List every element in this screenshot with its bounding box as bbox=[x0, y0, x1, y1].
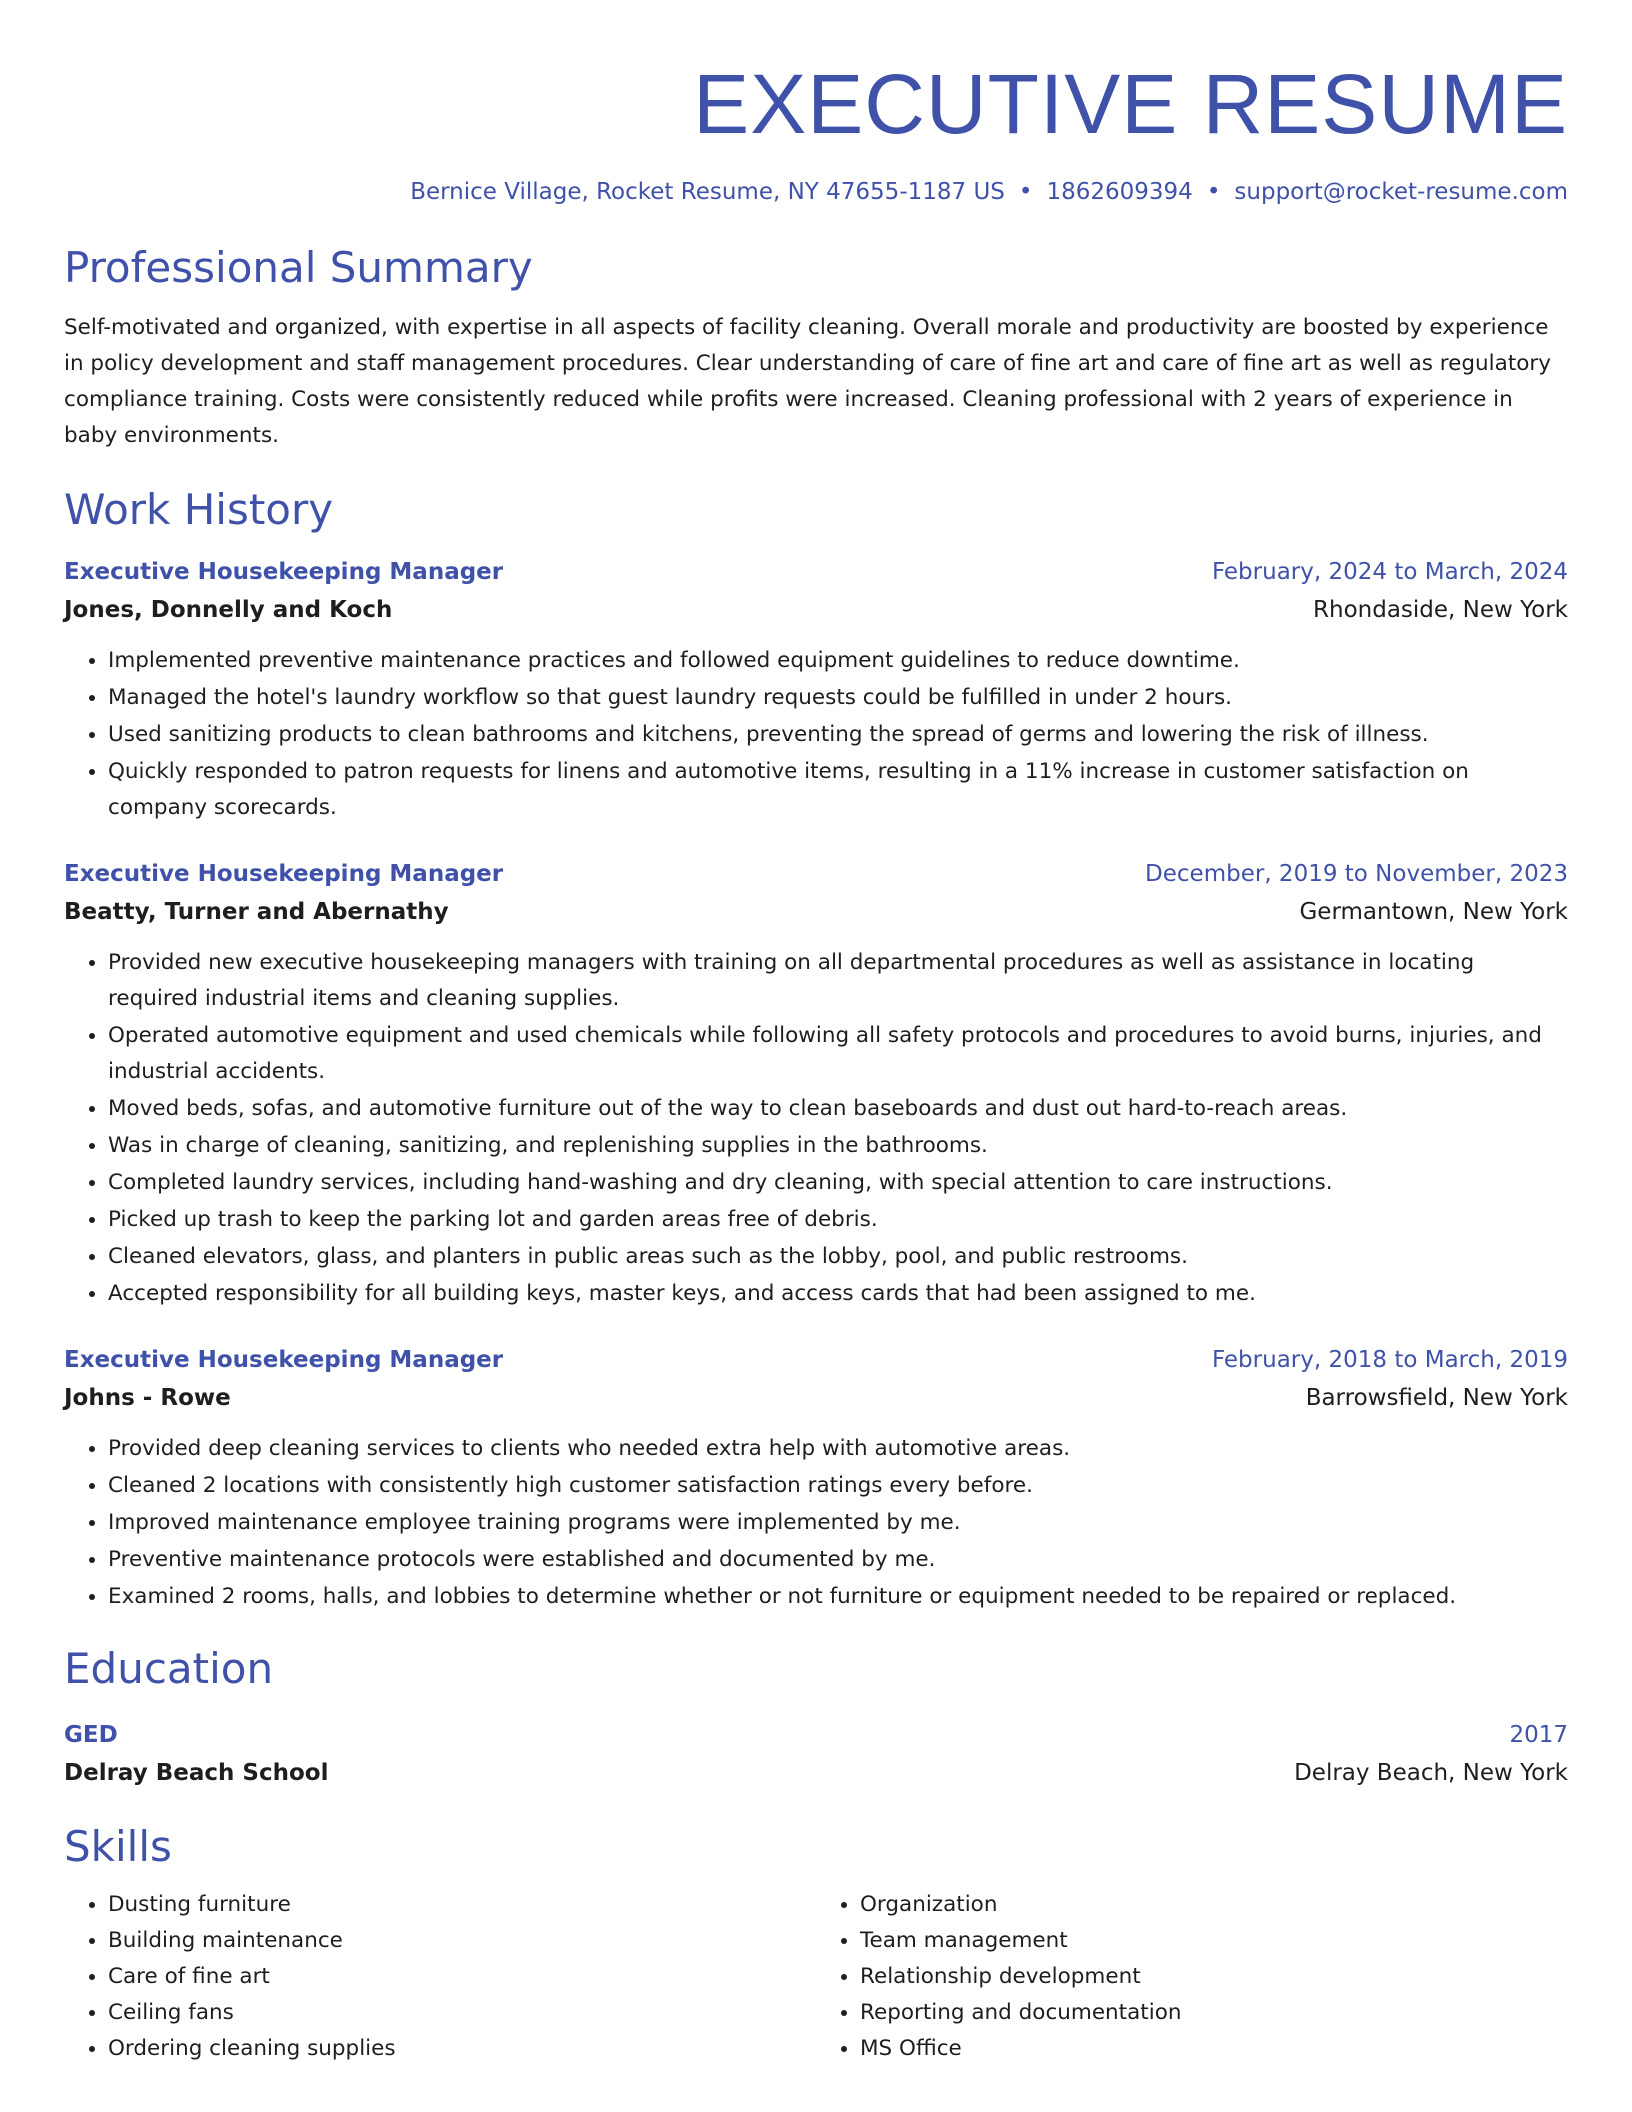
education-location: Delray Beach, New York bbox=[1294, 1760, 1568, 1786]
job-title: Executive Housekeeping Manager bbox=[64, 861, 504, 887]
job-dates: December, 2019 to November, 2023 bbox=[1145, 861, 1568, 887]
job-entry bbox=[64, 1342, 1568, 1615]
education-school-row bbox=[64, 1753, 1568, 1793]
skill-item: • Dusting furniture bbox=[108, 1887, 816, 1923]
work-history-section bbox=[64, 482, 1568, 1615]
job-company-row bbox=[64, 1378, 1568, 1418]
job-title: Executive Housekeeping Manager bbox=[64, 559, 504, 585]
skills-list-right bbox=[816, 1887, 1568, 2067]
list-item: • Completed laundry services, including hand-washing and dry cleaning, with special attention to care instructions. bbox=[108, 1164, 1568, 1201]
section-heading: Work History bbox=[64, 485, 334, 534]
job-header-row bbox=[64, 856, 1568, 892]
job-bullets bbox=[64, 642, 1568, 826]
list-item: • Operated automotive equipment and used chemicals while following all safety protocols and procedures to avoid burns, injuries, and industrial accidents. bbox=[108, 1017, 1568, 1090]
list-item: • Was in charge of cleaning, sanitizing, and replenishing supplies in the bathrooms. bbox=[108, 1127, 1568, 1164]
job-header-row bbox=[64, 554, 1568, 590]
job-company: Beatty, Turner and Abernathy bbox=[64, 899, 449, 925]
job-entry bbox=[64, 856, 1568, 1312]
skill-item: • Relationship development bbox=[860, 1959, 1568, 1995]
contact-separator: • bbox=[1018, 179, 1033, 205]
skill-item: • Care of fine art bbox=[108, 1959, 816, 1995]
job-company: Johns - Rowe bbox=[64, 1385, 231, 1411]
education-header-row bbox=[64, 1717, 1568, 1753]
list-item: • Provided new executive housekeeping managers with training on all departmental procedures as well as assistance in locating required industrial items and cleaning supplies. bbox=[108, 944, 1568, 1017]
skills-section bbox=[64, 1819, 1568, 2067]
list-item: • Used sanitizing products to clean bathrooms and kitchens, preventing the spread of germs and lowering the risk of illness. bbox=[108, 716, 1568, 753]
section-heading: Skills bbox=[64, 1822, 172, 1871]
list-item: • Quickly responded to patron requests for linens and automotive items, resulting in a 11% increase in customer satisfaction on company scorecards. bbox=[108, 753, 1568, 826]
list-item: • Picked up trash to keep the parking lot and garden areas free of debris. bbox=[108, 1201, 1568, 1238]
contact-email[interactable]: support@rocket-resume.com bbox=[1234, 179, 1568, 205]
skills-columns bbox=[64, 1887, 1568, 2067]
skill-item: • Organization bbox=[860, 1887, 1568, 1923]
list-item: • Cleaned elevators, glass, and planters in public areas such as the lobby, pool, and public restrooms. bbox=[108, 1238, 1568, 1275]
job-location: Rhondaside, New York bbox=[1313, 597, 1568, 623]
job-bullets bbox=[64, 1430, 1568, 1615]
job-dates: February, 2024 to March, 2024 bbox=[1211, 559, 1568, 585]
education-degree: GED bbox=[64, 1722, 118, 1748]
list-item: • Managed the hotel's laundry workflow so that guest laundry requests could be fulfilled in under 2 hours. bbox=[108, 679, 1568, 716]
education-school: Delray Beach School bbox=[64, 1760, 329, 1786]
section-heading: Professional Summary bbox=[64, 243, 533, 292]
job-title: Executive Housekeeping Manager bbox=[64, 1347, 504, 1373]
job-bullets bbox=[64, 944, 1568, 1312]
list-item: • Examined 2 rooms, halls, and lobbies to determine whether or not furniture or equipment needed to be repaired or replaced. bbox=[108, 1578, 1568, 1615]
education-section bbox=[64, 1641, 1568, 1793]
skill-item: • MS Office bbox=[860, 2031, 1568, 2067]
job-company: Jones, Donnelly and Koch bbox=[64, 597, 393, 623]
resume-header bbox=[64, 0, 1568, 210]
list-item: • Cleaned 2 locations with consistently high customer satisfaction ratings every before. bbox=[108, 1467, 1568, 1504]
professional-summary-section bbox=[64, 240, 1568, 454]
skill-item: • Reporting and documentation bbox=[860, 1995, 1568, 2031]
list-item: • Moved beds, sofas, and automotive furniture out of the way to clean baseboards and dust out hard-to-reach areas. bbox=[108, 1090, 1568, 1127]
contact-phone: 1862609394 bbox=[1046, 179, 1193, 205]
list-item: • Provided deep cleaning services to clients who needed extra help with automotive areas. bbox=[108, 1430, 1568, 1467]
job-entry bbox=[64, 554, 1568, 826]
list-item: • Improved maintenance employee training programs were implemented by me. bbox=[108, 1504, 1568, 1541]
list-item: • Implemented preventive maintenance practices and followed equipment guidelines to reduce downtime. bbox=[108, 642, 1568, 679]
job-dates: February, 2018 to March, 2019 bbox=[1211, 1347, 1568, 1373]
education-year: 2017 bbox=[1509, 1722, 1568, 1748]
resume-title: EXECUTIVE RESUME bbox=[693, 57, 1568, 151]
list-item: • Accepted responsibility for all building keys, master keys, and access cards that had been assigned to me. bbox=[108, 1275, 1568, 1312]
skill-item: • Building maintenance bbox=[108, 1923, 816, 1959]
contact-address: Bernice Village, Rocket Resume, NY 47655-1187 US bbox=[410, 179, 1005, 205]
section-heading: Education bbox=[64, 1644, 274, 1693]
skill-item: • Ordering cleaning supplies bbox=[108, 2031, 816, 2067]
skill-item: • Team management bbox=[860, 1923, 1568, 1959]
education-entry bbox=[64, 1717, 1568, 1793]
list-item: • Preventive maintenance protocols were established and documented by me. bbox=[108, 1541, 1568, 1578]
job-company-row bbox=[64, 892, 1568, 932]
skill-item: • Ceiling fans bbox=[108, 1995, 816, 2031]
skills-list-left bbox=[64, 1887, 816, 2067]
job-location: Barrowsfield, New York bbox=[1305, 1385, 1568, 1411]
contact-separator: • bbox=[1206, 179, 1221, 205]
job-company-row bbox=[64, 590, 1568, 630]
job-header-row bbox=[64, 1342, 1568, 1378]
contact-line bbox=[64, 174, 1568, 210]
summary-text: Self-motivated and organized, with expertise in all aspects of facility cleaning. Overall morale and productivity are boosted by experience in policy development and staff management procedures. Clear understanding of care of fine art and care of fine art as well as regulatory compliance training. Costs were consistently reduced while profits were increased. Cleaning professional with 2 years of experience in baby environments. bbox=[64, 315, 1551, 448]
job-location: Germantown, New York bbox=[1299, 899, 1568, 925]
